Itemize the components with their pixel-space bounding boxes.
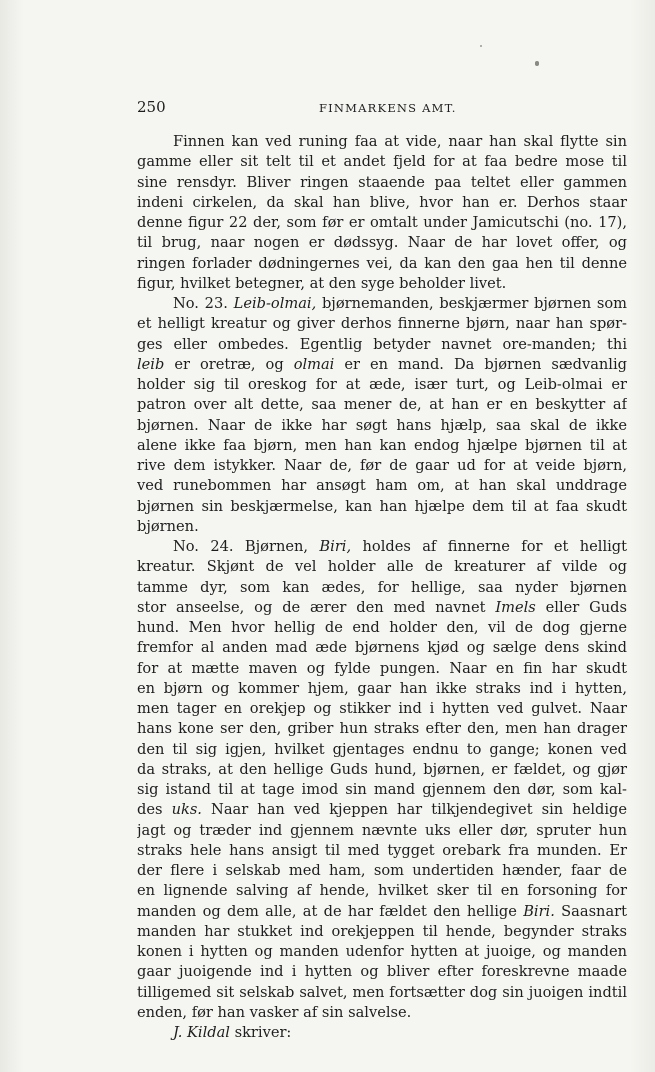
text-line [137, 578, 627, 598]
text-segment: en bjørn og kommer hjem, gaar han ikke straks ind i hytten, [137, 679, 627, 697]
text-segment: rive dem istykker. Naar de, før de gaar ud for at veide bjørn, [137, 457, 627, 474]
text-segment: manden og dem alle, at de har fældet den hellige [137, 902, 524, 920]
text-segment: straks hele hans ansigt til med tygget orebark fra munden. Er [137, 841, 627, 859]
text-line [137, 1003, 627, 1023]
text-segment: men tager en orekjep og stikker ind i hytten ved gulvet. Naar [137, 700, 627, 717]
text-line [137, 983, 627, 1003]
text-segment: bjørnen sin beskjærmelse, kan han hjælpe dem til at faa skudt [137, 497, 627, 515]
page-number: 250 [137, 98, 166, 116]
text-line [137, 355, 627, 375]
italic-term: J. Kildal [173, 1024, 230, 1041]
text-segment: holder sig til oreskog for at æde, især turt, og Leib-olmai er [137, 376, 627, 393]
text-line [137, 740, 627, 760]
text-segment: patron over alt dette, saa mener de, at han er en beskytter af [137, 396, 627, 414]
text-segment: er oretræ, og [164, 355, 294, 373]
text-line [137, 618, 627, 638]
page-header [137, 98, 627, 118]
text-segment: No. 24. Bjørnen, [173, 538, 320, 555]
text-line [137, 416, 627, 436]
text-segment: stor anseelse, og de ærer den med navnet [137, 598, 496, 616]
italic-term: Imels [495, 598, 536, 616]
text-segment: gamme eller sit telt til et andet fjeld for at faa bedre mose til [137, 153, 627, 171]
italic-term: olmai [293, 355, 335, 373]
text-line [137, 517, 627, 537]
italic-term: Biri. [523, 902, 555, 920]
text-segment: denne figur 22 der, som før er omtalt under Jamicutschi (no. 17), [137, 214, 627, 231]
text-segment: Saasnart [554, 902, 627, 920]
text-line [137, 537, 627, 557]
text-segment: ved runebommen har ansøgt ham om, at han skal unddrage [137, 477, 627, 495]
text-segment: sine rensdyr. Bliver ringen staaende paa teltet eller gammen [137, 173, 627, 191]
text-segment: figur, hvilket betegner, at den syge beholder livet. [137, 274, 507, 292]
text-segment: tilligemed sit selskab salvet, men fortsætter dog sin juoigen indtil [137, 983, 627, 1001]
text-segment: bjørnen. [137, 517, 199, 535]
text-segment: der flere i selskab med ham, som undertiden hænder, faar de [137, 862, 627, 879]
text-line [137, 1023, 627, 1043]
text-line [137, 557, 627, 577]
text-segment: jagt og træder ind gjennem nævnte uks eller dør, spruter hun [137, 821, 627, 839]
text-line [137, 213, 627, 233]
text-line [137, 679, 627, 699]
text-segment: til brug, naar nogen er dødssyg. Naar de har lovet offer, og [137, 234, 627, 252]
text-segment: bjørnemanden, beskjærmer bjørnen som [316, 295, 627, 312]
text-segment: konen i hytten og manden udenfor hytten at juoige, og manden [137, 943, 627, 960]
text-segment: bjørnen. Naar de ikke har søgt hans hjælp, saa skal de ikke [137, 416, 627, 434]
text-line [137, 375, 627, 395]
text-segment: en lignende salving af hende, hvilket sker til en forsoning for [137, 882, 627, 900]
text-line [137, 173, 627, 193]
text-line [137, 335, 627, 355]
text-line [137, 294, 627, 314]
text-line [137, 942, 627, 962]
text-segment: hund. Men hvor hellig de end holder den, vil de dog gjerne [137, 619, 627, 636]
text-segment: da straks, at den hellige Guds hund, bjørnen, er fældet, og gjør [137, 760, 627, 778]
text-line [137, 962, 627, 982]
text-line [137, 254, 627, 274]
text-line [137, 314, 627, 334]
text-line [137, 233, 627, 253]
text-segment: alene ikke faa bjørn, men han kan endog hjælpe bjørnen til at [137, 436, 627, 454]
italic-term: Leib-olmai, [233, 295, 317, 312]
text-line [137, 861, 627, 881]
text-segment: kreatur. Skjønt de vel holder alle de kreaturer af vilde og [137, 558, 627, 576]
text-line [137, 476, 627, 496]
ink-speck [535, 61, 539, 66]
italic-term: Biri, [319, 538, 352, 555]
text-segment: No. 23. [173, 295, 234, 312]
text-line [137, 780, 627, 800]
italic-term: uks. [171, 801, 202, 819]
text-segment: gaar juoigende ind i hytten og bliver efter foreskrevne maade [137, 963, 627, 981]
text-segment: Finnen kan ved runing faa at vide, naar han skal flytte sin [173, 133, 627, 150]
text-segment: ringen forlader dødningernes vei, da kan den gaa hen til denne [137, 254, 627, 272]
text-line [137, 497, 627, 517]
text-segment: des [137, 801, 172, 819]
text-segment: holdes af finnerne for et helligt [351, 538, 627, 555]
text-line [137, 598, 627, 618]
ink-speck [480, 45, 482, 47]
text-segment: manden har stukket ind orekjeppen til hende, begynder straks [137, 922, 627, 940]
text-segment: er en mand. Da bjørnen sædvanlig [334, 355, 627, 373]
text-segment: sig istand til at tage imod sin mand gjennem den dør, som kal- [137, 781, 627, 798]
text-segment: skriver: [229, 1024, 292, 1041]
text-line [137, 881, 627, 901]
body-text [137, 132, 627, 1043]
text-segment: hans kone ser den, griber hun straks efter den, men han drager [137, 720, 627, 738]
text-line [137, 659, 627, 679]
text-segment: ges eller ombedes. Egentlig betyder navnet ore-manden; thi [137, 335, 627, 353]
text-line [137, 395, 627, 415]
text-line [137, 902, 627, 922]
text-line [137, 193, 627, 213]
text-segment: for at mætte maven og fylde pungen. Naar en fin har skudt [137, 659, 627, 677]
text-segment: Naar han ved kjeppen har tilkjendegivet sin heldige [201, 801, 627, 819]
text-line [137, 821, 627, 841]
text-line [137, 841, 627, 861]
text-segment: tamme dyr, som kan ædes, for hellige, saa nyder bjørnen [137, 578, 627, 596]
text-line [137, 760, 627, 780]
text-segment: enden, før han vasker af sin salvelse. [137, 1003, 412, 1021]
text-segment: eller Guds [535, 598, 627, 616]
text-line [137, 638, 627, 658]
text-line [137, 922, 627, 942]
text-line [137, 456, 627, 476]
text-segment: fremfor al anden mad æde bjørnens kjød og sælge dens skind [137, 639, 627, 657]
text-line [137, 274, 627, 294]
text-line [137, 719, 627, 739]
text-line [137, 800, 627, 820]
text-line [137, 699, 627, 719]
running-head: FINMARKENS AMT. [319, 101, 457, 115]
text-segment: indeni cirkelen, da skal han blive, hvor han er. Derhos staar [137, 193, 627, 211]
text-line [137, 132, 627, 152]
text-segment: et helligt kreatur og giver derhos finnerne bjørn, naar han spør- [137, 315, 627, 333]
text-segment: den til sig igjen, hvilket gjentages endnu to gange; konen ved [137, 740, 627, 758]
italic-term: leib [137, 355, 165, 373]
text-line [137, 152, 627, 172]
text-line [137, 436, 627, 456]
